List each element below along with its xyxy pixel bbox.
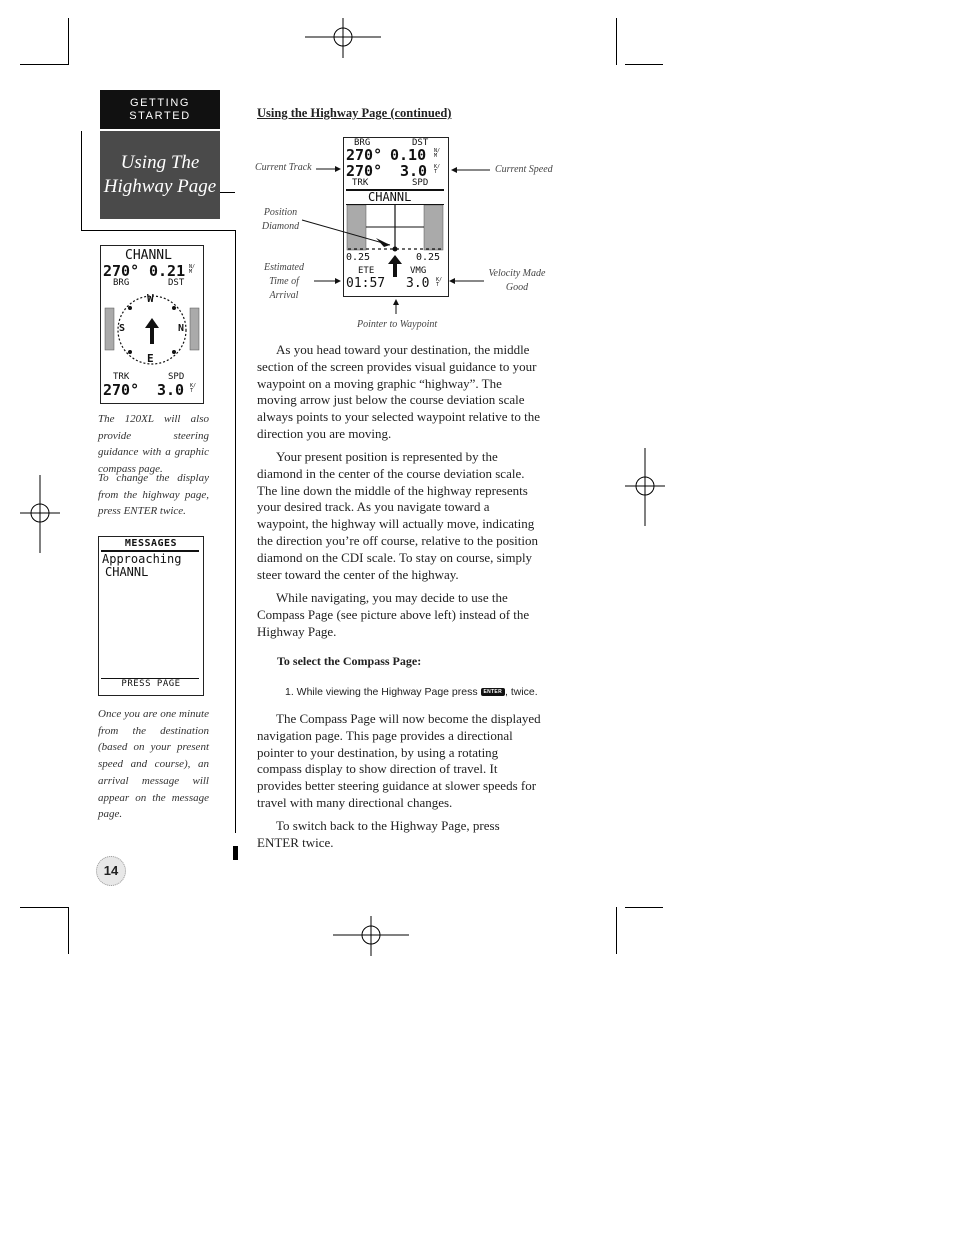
hw-ete-value: 01:57 — [346, 276, 386, 291]
callout-pointer: Pointer to Waypoint — [357, 319, 438, 330]
body-paragraph-4 — [257, 711, 543, 812]
paragraph: To switch back to the Highway Page, press ENTER twice. — [257, 818, 500, 850]
crop-mark — [616, 907, 617, 954]
compass-trk-value: 270° — [103, 381, 140, 399]
hw-vmg-unit: K/T — [436, 277, 443, 288]
sidebar-rule — [81, 131, 82, 231]
hw-spd-unit: K/T — [434, 164, 441, 175]
message-line2: CHANNL — [105, 565, 149, 579]
sidebar-rule — [81, 230, 236, 231]
compass-dst-unit: N/M — [189, 264, 196, 275]
registration-mark-icon — [305, 18, 381, 58]
crop-mark — [625, 64, 663, 65]
compass-spd-value: 3.0 — [157, 381, 185, 399]
crop-mark — [616, 18, 617, 65]
caption-compass: The 120XL will also provide steering guidance with a graphic compass page. — [98, 413, 209, 476]
section-heading: Using the Highway Page (continued) — [257, 106, 452, 120]
hw-trk-label: TRK — [352, 178, 369, 188]
section-tab — [100, 90, 220, 129]
paragraph: The Compass Page will now become the displayed navigation page. This page provides a directional pointer to your destination, by using a rotating compass display to show direction of travel. It provides better steering guidance at slower speeds for travel with many directional changes. — [257, 711, 541, 810]
hw-vmg-value: 3.0 — [406, 276, 430, 291]
message-page-screen — [98, 536, 204, 696]
compass-dst-value: 0.21 — [149, 262, 186, 280]
callout-arrows — [300, 150, 500, 320]
crop-mark — [625, 907, 663, 908]
hw-vmg-label: VMG — [410, 266, 427, 276]
registration-mark-icon — [625, 448, 665, 526]
callout-eta: Estimated Time of Arrival — [264, 262, 304, 301]
paragraph: As you head toward your destination, the middle section of the screen provides visual guidance to your waypoint on a moving graphic “highway”. The moving arrow just below the course deviation scale always points to your selected waypoint relative to the direction you are moving. — [257, 342, 541, 441]
callout-vmg: Velocity Made Good — [488, 268, 546, 293]
paragraph: While navigating, you may decide to use the Compass Page (see picture above left) instead of the Highway Page. — [257, 590, 530, 639]
message-header: MESSAGES — [124, 538, 178, 549]
hw-spd-label: SPD — [412, 178, 429, 188]
callout-position-diamond: Position Diamond — [261, 207, 300, 232]
step-1-suffix: , twice. — [504, 686, 538, 698]
message-footer: PRESS PAGE — [121, 679, 181, 689]
sidebar-rule — [235, 230, 236, 833]
crop-mark — [20, 64, 68, 65]
registration-mark-icon — [333, 916, 409, 956]
page-title — [100, 131, 220, 219]
step-1-text: 1. While viewing the Highway Page press — [285, 686, 478, 698]
section-tab-line1: GETTING — [129, 97, 191, 109]
hw-brg-label: BRG — [354, 138, 371, 148]
compass-waypoint-name: CHANNL — [125, 248, 172, 263]
subheading: To select the Compass Page: — [277, 654, 422, 668]
caption-change-display: To change the display from the highway page, press ENTER twice. — [98, 472, 209, 518]
compass-letter-w: W — [147, 292, 154, 305]
crop-mark — [20, 907, 68, 908]
sidebar-end-marker — [233, 846, 238, 860]
page-title-line1: Using The — [120, 152, 200, 173]
hw-waypoint-name: CHANNL — [368, 190, 412, 204]
sidebar-rule — [220, 192, 235, 193]
message-line1: Approaching — [102, 552, 182, 566]
compass-letter-s: S — [119, 323, 126, 334]
compass-brg-label: BRG — [113, 278, 130, 288]
page-title-line2: Highway Page — [103, 176, 217, 197]
hw-brg-value: 270° — [346, 146, 383, 164]
compass-spd-unit: K/T — [190, 383, 197, 394]
hw-dst-value: 0.10 — [390, 146, 427, 164]
enter-key-icon: ENTER — [481, 688, 505, 696]
body-paragraph-3 — [257, 590, 543, 640]
body-paragraph-2 — [257, 449, 543, 583]
compass-letter-n: N — [178, 323, 185, 334]
body-paragraph-1 — [257, 342, 543, 443]
callout-current-track: Current Track — [255, 162, 312, 173]
crop-mark — [68, 907, 69, 954]
caption-arrival: Once you are one minute from the destination (based on your present speed and course), an arrival message will appear on the message page. — [98, 708, 209, 821]
compass-brg-value: 270° — [103, 262, 140, 280]
compass-page-screen — [100, 245, 204, 404]
hw-dst-unit: N/M — [434, 148, 441, 159]
compass-letter-e: E — [147, 352, 154, 365]
registration-mark-icon — [20, 475, 60, 553]
hw-spd-value: 3.0 — [400, 162, 428, 180]
hw-scale-left: 0.25 — [346, 252, 371, 263]
callout-current-speed: Current Speed — [495, 164, 553, 175]
hw-ete-label: ETE — [358, 266, 375, 276]
crop-mark — [68, 18, 69, 65]
body-paragraph-5 — [257, 818, 543, 852]
compass-trk-label: TRK — [113, 372, 130, 382]
hw-trk-value: 270° — [346, 162, 383, 180]
hw-scale-right: 0.25 — [416, 252, 441, 263]
section-tab-line2: STARTED — [129, 110, 191, 122]
step-1 — [285, 686, 538, 698]
compass-dst-label: DST — [168, 278, 185, 288]
compass-spd-label: SPD — [168, 372, 185, 382]
paragraph: Your present position is represented by the diamond in the center of the course deviation scale. The line down the middle of the highway represents your desired track. As you navigate toward a waypoint, the highway will actually move, indicating the direction you’re off course, relative to the position diamond on the CDI scale. To stay on course, simply steer toward the center of the highway. — [257, 449, 538, 582]
hw-dst-label: DST — [412, 138, 429, 148]
page-number: 14 — [96, 856, 126, 886]
